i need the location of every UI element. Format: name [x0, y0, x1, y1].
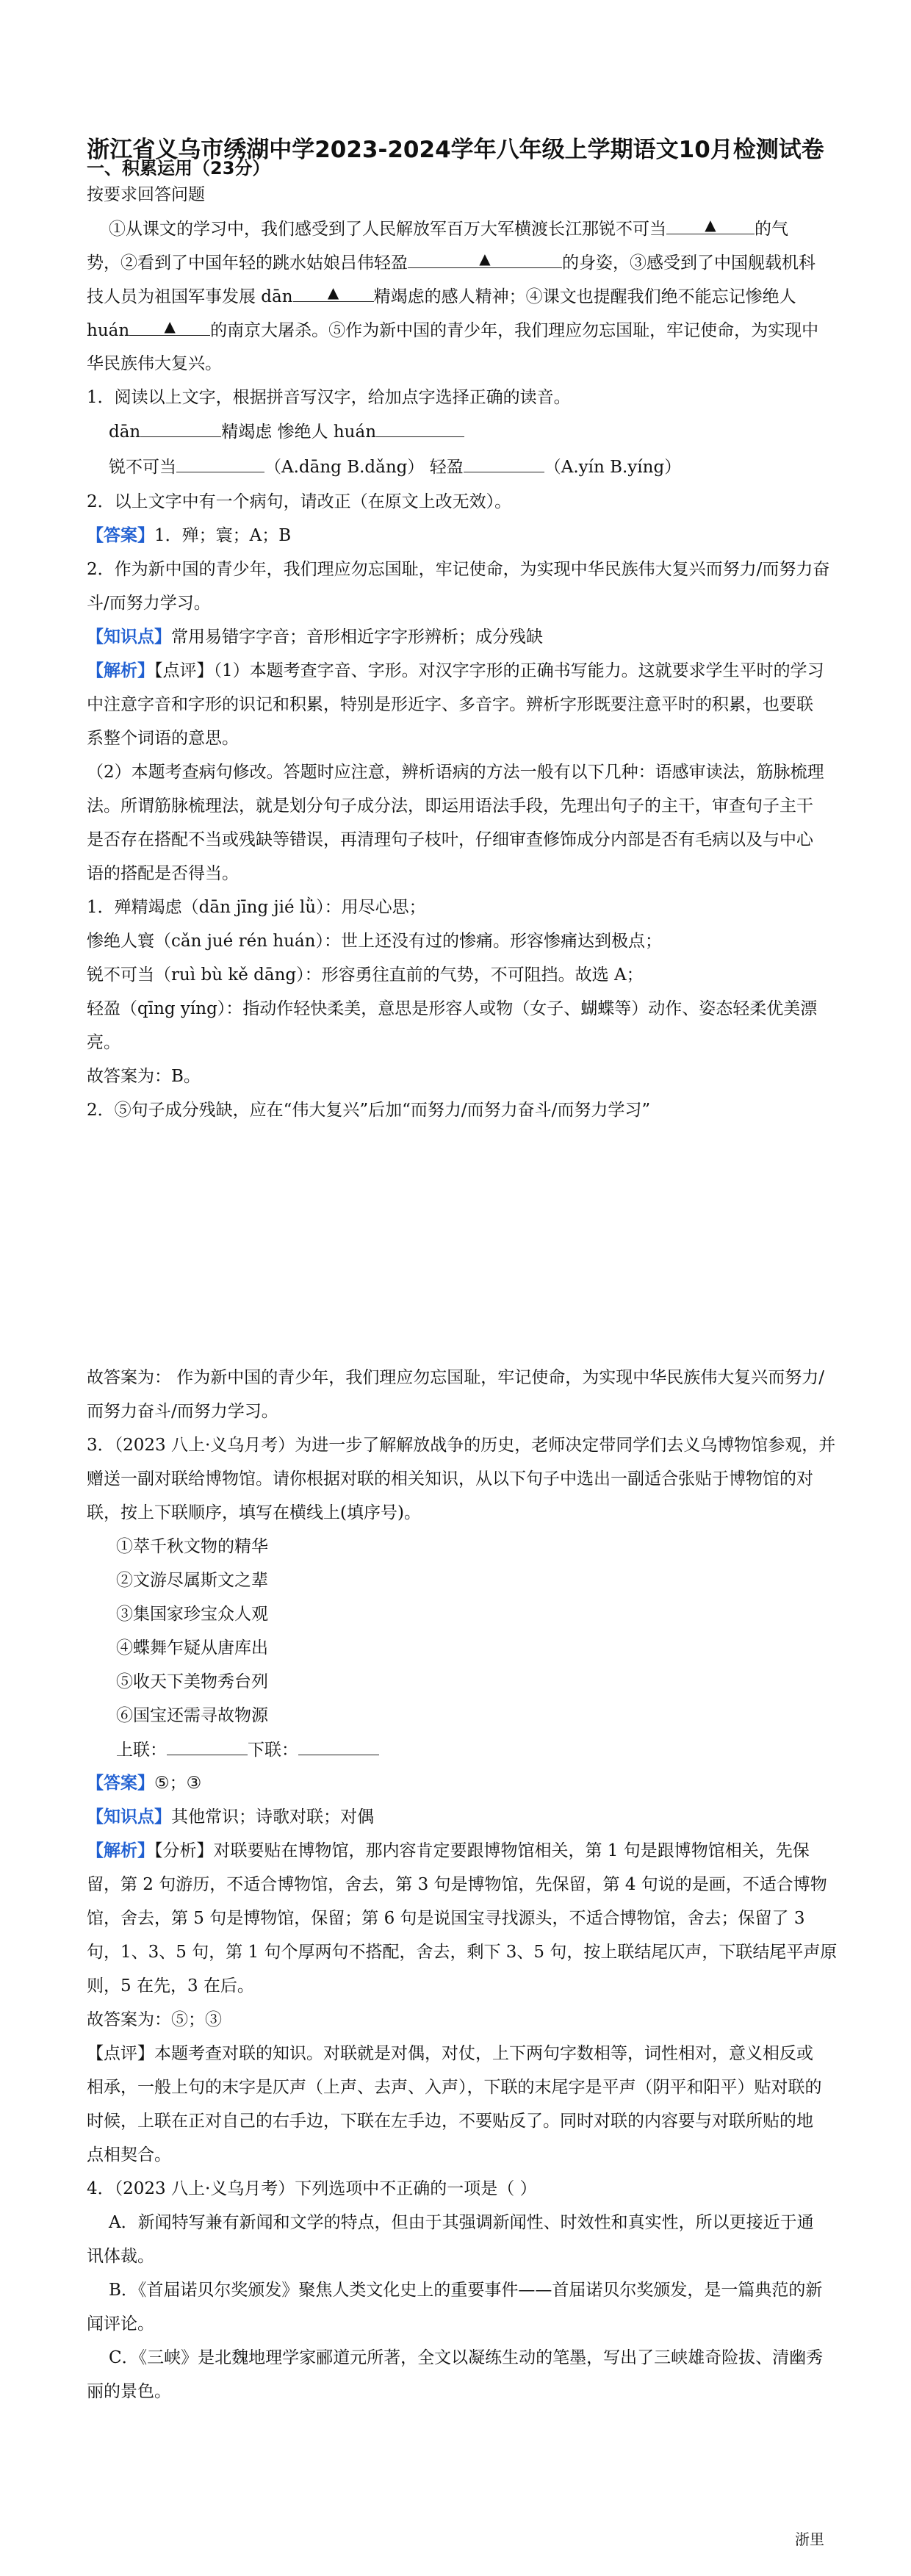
analysis [87, 1840, 829, 1862]
analysis-text: 故答案为：⑤；③ [87, 2010, 222, 2029]
answer-3 [87, 1772, 829, 1794]
option-a: 讯体裁。 [87, 2247, 154, 2266]
answer-blank[interactable] [408, 251, 562, 268]
instruction: 按要求回答问题 [87, 185, 205, 204]
question-1-row [109, 456, 851, 478]
analysis-text: 句，1、3、5 句，第 1 句个厚两句不搭配，舍去，剩下 3、5 句，按上联结尾仄声，下联结尾平声原 [87, 1943, 838, 1962]
question-1-row [109, 420, 851, 443]
passage-line: 华民族伟大复兴。 [87, 354, 222, 373]
q1-text: 锐不可当 [109, 458, 176, 477]
couplet-option: ③集国家珍宝众人观 [116, 1605, 268, 1624]
doc-title: 浙江省义乌市绣湖中学2023-2024学年八年级上学期语文10月检测试卷 [87, 137, 824, 163]
analysis-text: 锐不可当（ruì bù kě dāng）：形容勇往直前的气势，不可阻挡。故选 A； [87, 965, 644, 985]
analysis-text: 点相契合。 [87, 2145, 171, 2165]
final-answer: 而努力奋斗/而努力学习。 [87, 1402, 278, 1421]
answer-blank[interactable] [376, 420, 464, 437]
passage-text: 势，②看到了中国年轻的跳水姑娘吕伟轻盈 [87, 253, 408, 273]
passage-line [87, 251, 829, 274]
answer-text: 1．殚；寰；A；B [154, 526, 292, 545]
marker-icon: ▲ [705, 216, 716, 234]
analysis-text: 则，5 在先，3 在后。 [87, 1976, 254, 1996]
answer-blank[interactable] [464, 456, 544, 472]
knowledge-text: 常用易错字字音；音形相近字字形辨析；成分残缺 [171, 627, 543, 647]
analysis-text: 系整个词语的意思。 [87, 729, 239, 748]
passage-text: 精竭虑的感人精神；④课文也提醒我们绝不能忘记惨绝人 [373, 287, 796, 306]
analysis-text: 1．殚精竭虑（dān jīng jié lǜ）：用尽心思； [87, 898, 426, 917]
upper-label: 上联： [116, 1741, 167, 1760]
knowledge-point [87, 626, 829, 648]
analysis-text: 亮。 [87, 1033, 120, 1052]
passage-text: 的气 [755, 220, 788, 239]
knowledge-tag: 【知识点】 [87, 627, 171, 647]
knowledge-tag: 【知识点】 [87, 1807, 171, 1827]
analysis-text: 故答案为：B。 [87, 1067, 201, 1086]
answer-text: ⑤；③ [154, 1774, 202, 1793]
question-4: 4．（2023 八上·义乌月考）下列选项中不正确的一项是（ ） [87, 2179, 537, 2198]
couplet-option: ④蝶舞乍疑从唐库出 [116, 1638, 268, 1658]
answer-tag: 【答案】 [87, 525, 154, 545]
analysis-text: 时候，上联在正对自己的右手边，下联在左手边，不要贴反了。同时对联的内容要与对联所贴的地 [87, 2112, 813, 2131]
marker-icon: ▲ [164, 317, 176, 335]
couplet-blanks [116, 1738, 858, 1761]
analysis-text: 轻盈（qīng yíng）：指动作轻快柔美，意思是形容人或物（女子、蝴蝶等）动作、姿态轻柔优美漂 [87, 999, 818, 1018]
answer-2: 2．作为新中国的青少年，我们理应勿忘国耻，牢记使命，为实现中华民族伟大复兴而努力/而努力奋 [87, 560, 830, 579]
analysis-text: 【点评】本题考查对联的知识。对联就是对偶，对仗，上下两句字数相等，词性相对，意义相反或 [87, 2044, 813, 2063]
analysis-text: 馆，舍去，第 5 句是博物馆，保留；第 6 句是说国宝寻找源头，不适合博物馆，舍去；保留了 3 [87, 1909, 805, 1928]
option-c[interactable]: C．《三峡》是北魏地理学家郦道元所著，全文以凝练生动的笔墨，写出了三峡雄奇险拔、清幽秀 [109, 2348, 824, 2367]
upper-blank[interactable] [167, 1738, 248, 1755]
passage-text: huán [87, 321, 130, 340]
answer-blank[interactable] [293, 285, 374, 302]
option-b[interactable]: B．《首届诺贝尔奖颁发》聚焦人类文化史上的重要事件——首届诺贝尔奖颁发，是一篇典范的新 [109, 2281, 823, 2300]
passage-line [87, 285, 829, 308]
analysis-text: 法。所谓筋脉梳理法，就是划分句子成分法，即运用语法手段，先理出句子的主干，审查句子主干 [87, 796, 813, 816]
q1-text: dān [109, 422, 141, 442]
question-2: 2．以上文字中有一个病句，请改正（在原文上改无效）。 [87, 492, 512, 511]
analysis-text: 留，第 2 句游历，不适合博物馆，舍去，第 3 句是博物馆，先保留，第 4 句说的是画，不适合博物 [87, 1875, 827, 1894]
analysis-tag: 【解析】 [87, 661, 154, 680]
passage-line [109, 217, 851, 240]
q1-text: （A.dāng B.dǎng） 轻盈 [264, 458, 464, 477]
question-1: 1．阅读以上文字，根据拼音写汉字，给加点字选择正确的读音。 [87, 388, 571, 407]
analysis-text: 惨绝人寰（cǎn jué rén huán）：世上还没有过的惨痛。形容惨痛达到极点； [87, 932, 662, 951]
analysis-text: 是否存在搭配不当或残缺等错误，再清理句子枝叶，仔细审查修饰成分内部是否有毛病以及与中心 [87, 830, 813, 849]
analysis-text: 中注意字音和字形的识记和积累，特别是形近字、多音字。辨析字形既要注意平时的积累，也要联 [87, 695, 813, 714]
couplet-option: ⑤收天下美物秀台列 [116, 1672, 268, 1691]
passage-line [87, 319, 829, 342]
couplet-option: ①萃千秋文物的精华 [116, 1537, 268, 1556]
analysis-text: 相承，一般上句的末字是仄声（上声、去声、入声），下联的末尾字是平声（阴平和阳平）贴对联的 [87, 2078, 822, 2097]
answer-blank[interactable] [140, 420, 221, 437]
analysis-text: 【点评】（1）本题考查字音、字形。对汉字字形的正确书写能力。这就要求学生平时的学习 [154, 661, 824, 680]
option-b: 闻评论。 [87, 2314, 154, 2334]
q1-text: 精竭虑 惨绝人 huán [221, 422, 377, 442]
option-a[interactable]: A．新闻特写兼有新闻和文学的特点，但由于其强调新闻性、时效性和真实性，所以更接近于通 [109, 2213, 814, 2232]
knowledge-text: 其他常识；诗歌对联；对偶 [171, 1807, 374, 1827]
passage-text: ①从课文的学习中，我们感受到了人民解放军百万大军横渡长江那锐不可当 [109, 220, 666, 239]
lower-label: 下联： [248, 1741, 298, 1760]
couplet-option: ②文游尽属斯文之辈 [116, 1571, 268, 1590]
couplet-option: ⑥国宝还需寻故物源 [116, 1706, 268, 1725]
marker-icon: ▲ [479, 250, 491, 267]
passage-text: 技人员为祖国军事发展 dān [87, 287, 293, 306]
section-heading: 一、积累运用（23分） [87, 158, 270, 179]
question-3: 赠送一副对联给博物馆。请你根据对联的相关知识，从以下句子中选出一副适合张贴于博物馆的对 [87, 1469, 813, 1489]
passage-text: 的南京大屠杀。⑤作为新中国的青少年，我们理应勿忘国耻，牢记使命，为实现中 [210, 321, 819, 340]
lower-blank[interactable] [298, 1738, 379, 1755]
analysis [87, 660, 829, 682]
analysis-text: 2．⑤句子成分残缺，应在“伟大复兴”后加“而努力/而努力奋斗/而努力学习” [87, 1101, 651, 1120]
passage-text: 的身姿，③感受到了中国舰载机科 [562, 253, 815, 273]
final-answer: 故答案为： 作为新中国的青少年，我们理应勿忘国耻，牢记使命，为实现中华民族伟大复兴而努力/ [87, 1368, 825, 1387]
question-3: 联，按上下联顺序，填写在横线上(填序号)。 [87, 1503, 421, 1522]
marker-icon: ▲ [327, 284, 339, 301]
analysis-text: 语的搭配是否得当。 [87, 864, 239, 883]
page-footer: 浙里 [795, 2530, 824, 2548]
answer-2: 斗/而努力学习。 [87, 594, 211, 613]
answer-1 [87, 525, 829, 547]
q1-text: （A.yín B.yíng） [544, 458, 682, 477]
answer-blank[interactable] [176, 456, 264, 472]
question-3: 3．（2023 八上·义乌月考）为进一步了解解放战争的历史，老师决定带同学们去义乌博物馆参观，并 [87, 1436, 836, 1455]
knowledge-point [87, 1806, 829, 1828]
answer-blank[interactable] [129, 319, 210, 336]
answer-blank[interactable] [666, 217, 755, 234]
answer-tag: 【答案】 [87, 1773, 154, 1793]
analysis-text: 【分析】对联要贴在博物馆，那内容肯定要跟博物馆相关，第 1 句是跟博物馆相关，先保 [154, 1841, 810, 1860]
analysis-tag: 【解析】 [87, 1841, 154, 1860]
option-c: 丽的景色。 [87, 2382, 171, 2401]
analysis-text: （2）本题考查病句修改。答题时应注意，辨析语病的方法一般有以下几种：语感审读法，筋脉梳理 [87, 763, 824, 782]
